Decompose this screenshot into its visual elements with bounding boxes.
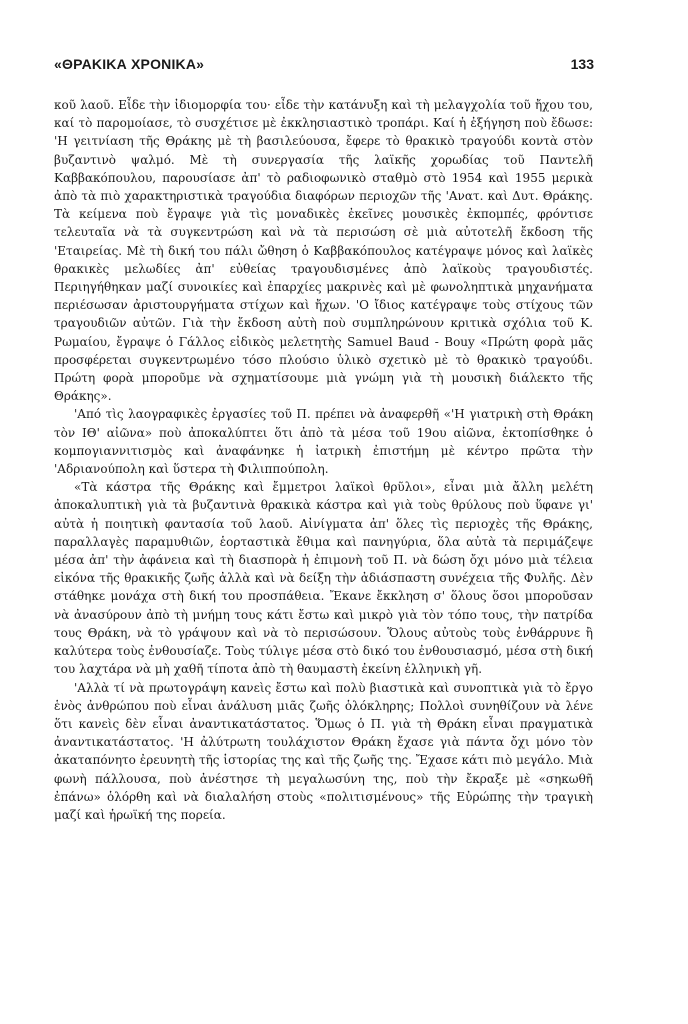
page-header [54,56,594,76]
paragraph-2: 'Από τὶς λαογραφικὲς ἐργασίες τοῦ Π. πρέπει νὰ ἀναφερθῆ «'Η γιατρικὴ στὴ Θράκη τὸν ΙΘ' αἰῶνα» ποὺ ἀποκαλύπτει ὅτι ἀπὸ τὰ μέσα τοῦ 19ου αἰῶνα, ἐκτοπίσθηκε ὁ κομπογιαννιτισμὸς καὶ ἀναφάνηκε ἡ ἰατρικὴ ἐπιστήμη μὲ κέντρο πρῶτα τὴν 'Αδριανούπολη καὶ ὕστερα τὴ Φιλιππούπολη. [54,407,593,477]
article-body [54,96,593,824]
paragraph-3: «Τὰ κάστρα τῆς Θράκης καὶ ἔμμετροι λαϊκοὶ θρῦλοι», εἶναι μιὰ ἄλλη μελέτη ἀποκαλυπτικὴ γιὰ τὰ βυζαντινὰ θρακικὰ κάστρα καὶ γιὰ τοὺς θρύλους ποὺ ὕφανε γι' αὐτὰ ἡ ποιητικὴ φαντασία τοῦ λαοῦ. Αἰνίγματα ἀπ' ὅλες τὶς περιοχὲς τῆς Θράκης, παραλλαγὲς παραμυθιῶν, ἑορταστικὰ ἔθιμα καὶ πανηγύρια, ὅλα αὐτὰ τὰ περιμάζεψε μέσα ἀπ' τὴν ἀφάνεια καὶ τὴ διασπορὰ ἡ ἐπιμονὴ τοῦ Π. νὰ δώση ὄχι μόνο μιὰ τέλεια εἰκόνα τῆς θρακικῆς ζωῆς ἀλλὰ καὶ νὰ δείξη τὴν ἀδιάσπαστη συνέχεια τῆς Φυλῆς. Δὲν στάθηκε μονάχα στὴ δική του προσπάθεια. Ἔκανε ἔκκληση σ' ὅλους ὅσοι μποροῦσαν νὰ ἀνασύρουν ἀπὸ τὴ μνήμη τους κάτι ἔστω καὶ μικρὸ γιὰ τὸν τόπο τους, τὴν πατρίδα τους Θράκη, νὰ τὸ γράψουν καὶ νὰ τὸ περισώσουν. Ὅλους αὐτοὺς τοὺς ἐνθάρρυνε ἢ καλύτερα τοὺς ἐνθουσίαζε. Τοὺς τύλιγε μέσα στὸ δικό του ἐνθουσιασμό, μέσα στὴ δική του λαχτάρα νὰ μὴ χαθῆ τίποτα ἀπὸ τὴ θαυμαστὴ ἐκείνη ἑλληνικὴ γῆ. [54,480,593,677]
paragraph-1: κοῦ λαοῦ. Εἶδε τὴν ἰδιομορφία του· εἶδε τὴν κατάνυξη καὶ τὴ μελαγχολία τοῦ ἤχου του, καί τὸ παρομοίασε, τὸ συσχέτισε μὲ ἐκκλησιαστικὸ τροπάρι. Καί ἡ ἐξήγηση ποὺ ἔδωσε: 'Η γειτνίαση τῆς Θράκης μὲ τὴ βασιλεύουσα, ἔφερε τὸ θρακικὸ τραγούδι κοντὰ στὸν βυζαντινὸ ψαλμό. Μὲ τὴ συνεργασία τῆς λαϊκῆς χορωδίας τοῦ Παντελῆ Καββακόπουλου, παρουσίασε ἀπ' τὸ ραδιοφωνικὸ σταθμὸ στὸ 1954 καὶ 1955 μερικὰ ἀπὸ τὰ πιὸ χαρακτηριστικὰ τραγούδια διαφόρων περιοχῶν τῆς 'Ανατ. καὶ Δυτ. Θράκης. Τὰ κείμενα ποὺ ἔγραψε γιὰ τὶς μοναδικὲς ἐκεῖνες μουσικὲς ἐκπομπές, φρόντισε τελευταῖα νὰ τὰ συγκεντρώση καὶ νὰ τὰ περισώση σὲ μιὰ αὐτοτελῆ ἔκδοση τῆς 'Εταιρείας. Μὲ τὴ δική του πάλι ὤθηση ὁ Καββακόπουλος κατέγραψε μόνος καὶ λαϊκὲς θρακικὲς μελωδίες ἀπ' εὐθείας τραγουδισμένες ἀπὸ λαϊκοὺς τραγουδιστές. Περιηγήθηκαν μαζί συνοικίες καὶ ἐπαρχίες μακρινὲς καὶ μὲ φωνοληπτικὰ μηχανήματα περιέσωσαν ἀριστουργήματα στίχων καὶ ἤχων. 'Ο ἴδιος κατέγραψε τοὺς στίχους τῶν τραγουδιῶν αὐτῶν. Γιὰ τὴν ἔκδοση αὐτὴ ποὺ συμπληρώνουν κριτικὰ σχόλια τοῦ Κ. Ρωμαίου, ἔγραψε ὁ Γάλλος εἰδικὸς μελετητὴς Samuel Baud - Bouy «Πρώτη φορὰ μᾶς προσφέρεται συγκεντρωμένο τόσο πλούσιο ὑλικὸ σχετικὸ μὲ τὸ θρακικὸ τραγούδι. Πρώτη φορὰ μποροῦμε νὰ σχηματίσουμε μιὰ γνώμη γιὰ τὴ μουσικὴ διάλεκτο τῆς Θράκης». [54,98,593,404]
paragraph-4: 'Αλλὰ τί νὰ πρωτογράψη κανεὶς ἔστω καὶ πολὺ βιαστικὰ καὶ συνοπτικὰ γιὰ τὸ ἔργο ἑνὸς ἀνθρώπου ποὺ εἶναι ἀνάλυση μιᾶς ζωῆς ὁλόκληρης; Πολλοὶ συνηθίζουν νὰ λένε ὅτι κανεὶς δὲν εἶναι ἀναντικατάστατος. Ὅμως ὁ Π. γιὰ τὴ Θράκη εἶναι πραγματικὰ ἀναντικατάστατος. 'Η ἀλύτρωτη τουλάχιστον Θράκη ἔχασε γιὰ πάντα ὄχι μόνο τὸν ἀκαταπόνητο ἐρευνητὴ τῆς ἱστορίας της καὶ τῆς ζωῆς της. Ἔχασε κάτι πιὸ μεγάλο. Μιὰ φωνὴ πάλλουσα, ποὺ ἀνέστησε τὴ μεγαλωσύνη της, ποὺ τὴν ἔκραξε μὲ «σηκωθῆ ἐπάνω» ὁλόρθη καὶ νὰ διαλαλήση στοὺς «πολιτισμένους» τῆς Εὐρώπης τὴν τραγικὴ μαζί καὶ ἡρωϊκή της πορεία. [54,680,593,822]
journal-title: «ΘΡΑΚΙΚΑ ΧΡΟΝΙΚΑ» [54,56,205,72]
page-number: 133 [570,56,594,72]
